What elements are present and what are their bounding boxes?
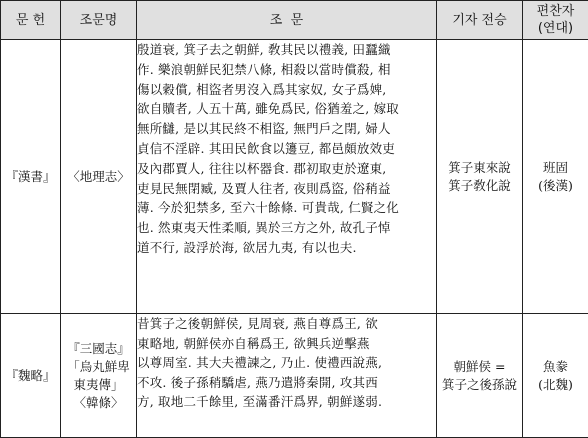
- row2-tradition-line1: 朝鮮侯 =: [437, 358, 522, 376]
- row1-article: 〈地理志〉: [61, 40, 137, 314]
- row2-compiler: [523, 314, 588, 438]
- row1-text: [137, 40, 437, 314]
- row2-article-line4: 〈韓條〉: [61, 394, 136, 412]
- header-article-name: 조문명: [61, 1, 137, 40]
- row2-text: [137, 314, 437, 438]
- row2-article: [61, 314, 137, 438]
- text-line: 方, 取地二千餘里, 至滿番汗爲界, 朝鮮遂弱.: [137, 392, 436, 412]
- text-line: 無所讎, 是以其民終不相盜, 無門戶之閉, 婦人: [137, 119, 436, 139]
- text-line: 薄. 今於犯禁多, 至六十餘條. 可貴哉, 仁賢之化: [137, 198, 436, 218]
- table-row-hanshu: [1, 40, 588, 314]
- text-line: 也. 然東夷天性柔順, 異於三方之外, 故孔子悼: [137, 218, 436, 238]
- row2-compiler-era: (北魏): [523, 376, 588, 394]
- text-line: 東略地, 朝鮮侯亦自稱爲王, 欲興兵逆擊燕: [137, 334, 436, 354]
- row1-tradition-line2: 箕子敎化說: [437, 177, 522, 195]
- text-line: 昔箕子之後朝鮮侯, 見周衰, 燕自尊爲王, 欲: [137, 314, 436, 334]
- row1-tradition: [437, 40, 523, 314]
- text-line: 作. 樂浪朝鮮民犯禁八條, 相殺以當時償殺, 相: [137, 60, 436, 80]
- row2-article-line3: 東夷傳」: [61, 376, 136, 394]
- header-compiler-line2: (연대): [523, 20, 588, 37]
- row2-article-line2: 「烏丸鮮卑: [61, 358, 136, 376]
- header-compiler-line1: 편찬자: [523, 3, 588, 20]
- row2-source: 『魏略』: [1, 314, 61, 438]
- header-row: [1, 1, 588, 40]
- header-compiler: [523, 1, 588, 40]
- header-gija-tradition: 기자 전승: [437, 1, 523, 40]
- row2-article-line1: 『三國志』: [61, 340, 136, 358]
- text-line: 及內郡賈人, 往往以杯器食. 郡初取吏於遼東,: [137, 159, 436, 179]
- row1-compiler-name: 班固: [523, 159, 588, 177]
- row1-compiler: [523, 40, 588, 314]
- row1-compiler-era: (後漢): [523, 177, 588, 195]
- row2-compiler-name: 魚豢: [523, 358, 588, 376]
- text-line: 吏見民無閉臧, 及賈人往者, 夜則爲盜, 俗稍益: [137, 179, 436, 199]
- text-line: 道不行, 設浮於海, 欲居九夷, 有以也夫.: [137, 238, 436, 258]
- row1-tradition-line1: 箕子東來說: [437, 159, 522, 177]
- table-row-weilue: [1, 314, 588, 438]
- text-line: 以尊周室. 其大夫禮諫之, 乃止. 使禮西說燕,: [137, 353, 436, 373]
- text-line: 傷以穀償, 相盜者男沒入爲其家奴, 女子爲婢,: [137, 80, 436, 100]
- header-source: 문 헌: [1, 1, 61, 40]
- row2-tradition-line2: 箕子之後孫說: [437, 376, 522, 394]
- text-line: 貞信不淫辟. 其田民飮食以籩豆, 都邑頗放效吏: [137, 139, 436, 159]
- header-article-text: 조 문: [137, 1, 437, 40]
- text-line: 不攻. 後子孫稍驕虐, 燕乃遣將秦開, 攻其西: [137, 373, 436, 393]
- text-line: 殷道衰, 箕子去之朝鮮, 敎其民以禮義, 田蠶織: [137, 40, 436, 60]
- text-line: 欲自贖者, 人五十萬, 雖免爲民, 俗猶羞之, 嫁取: [137, 99, 436, 119]
- row1-source: 『漢書』: [1, 40, 61, 314]
- row2-tradition: [437, 314, 523, 438]
